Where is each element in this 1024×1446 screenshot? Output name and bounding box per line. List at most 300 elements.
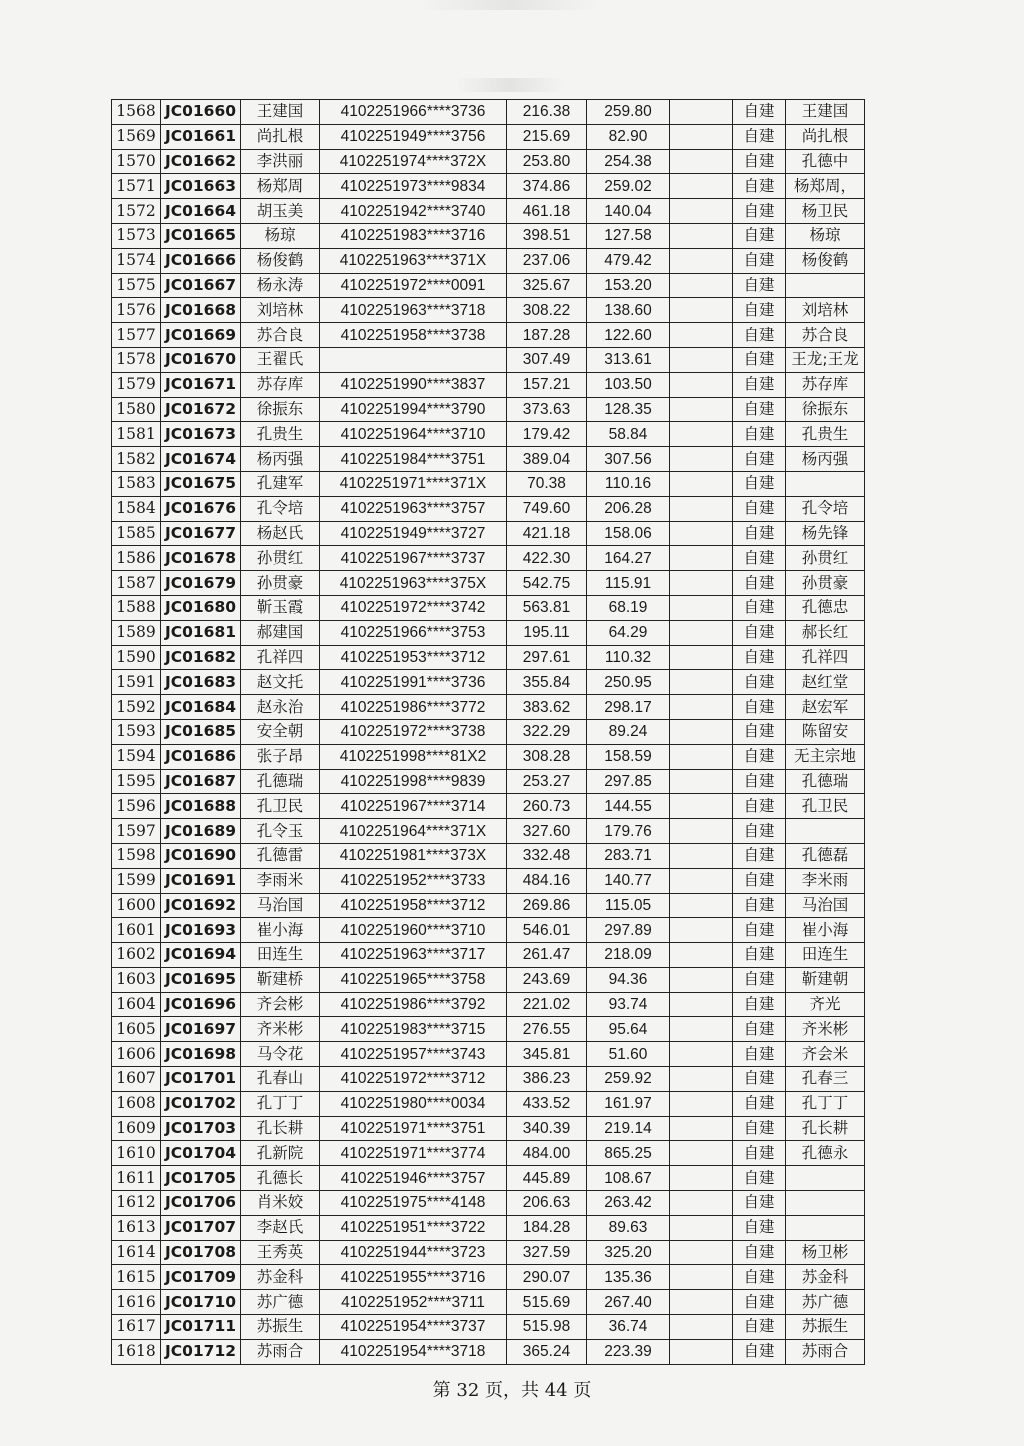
area-2: 110.32	[587, 645, 670, 670]
area-2: 93.74	[587, 992, 670, 1017]
owner-name: 齐会米	[786, 1042, 865, 1067]
id-number: 4102251972****3742	[320, 595, 507, 620]
area-2: 128.35	[587, 397, 670, 422]
table-row	[112, 918, 865, 943]
owner-name: 苏振生	[786, 1315, 865, 1340]
owner-name	[786, 1215, 865, 1240]
area-2: 283.71	[587, 843, 670, 868]
area-1: 422.30	[507, 546, 587, 571]
parcel-code: JC01673	[161, 422, 241, 447]
owner-name: 郝长红	[786, 620, 865, 645]
table-row	[112, 1141, 865, 1166]
table-row	[112, 447, 865, 472]
build-type: 自建	[733, 794, 786, 819]
page-footer: 第 32 页，共 44 页	[432, 1380, 592, 1401]
parcel-code: JC01712	[161, 1339, 241, 1364]
row-number: 1572	[112, 199, 161, 224]
id-number: 4102251971****371X	[320, 471, 507, 496]
build-type: 自建	[733, 149, 786, 174]
area-1: 445.89	[507, 1166, 587, 1191]
blank-cell	[670, 1166, 733, 1191]
holder-name: 赵永治	[241, 695, 320, 720]
build-type: 自建	[733, 719, 786, 744]
area-2: 164.27	[587, 546, 670, 571]
owner-name: 徐振东	[786, 397, 865, 422]
area-2: 138.60	[587, 298, 670, 323]
id-number: 4102251958****3738	[320, 323, 507, 348]
table-row	[112, 298, 865, 323]
row-number: 1615	[112, 1265, 161, 1290]
holder-name: 齐会彬	[241, 992, 320, 1017]
id-number: 4102251963****371X	[320, 248, 507, 273]
parcel-code: JC01701	[161, 1067, 241, 1092]
holder-name: 李雨米	[241, 868, 320, 893]
blank-cell	[670, 1215, 733, 1240]
area-2: 140.77	[587, 868, 670, 893]
area-1: 345.81	[507, 1042, 587, 1067]
parcel-code: JC01680	[161, 595, 241, 620]
parcel-code: JC01688	[161, 794, 241, 819]
table-row	[112, 645, 865, 670]
parcel-code: JC01690	[161, 843, 241, 868]
build-type: 自建	[733, 1265, 786, 1290]
holder-name: 苏振生	[241, 1315, 320, 1340]
id-number: 4102251971****3774	[320, 1141, 507, 1166]
parcel-code: JC01677	[161, 521, 241, 546]
holder-name: 孔贵生	[241, 422, 320, 447]
table-row	[112, 347, 865, 372]
table-row	[112, 397, 865, 422]
table-row	[112, 992, 865, 1017]
area-2: 115.05	[587, 893, 670, 918]
area-1: 216.38	[507, 100, 587, 125]
area-2: 263.42	[587, 1191, 670, 1216]
table-row	[112, 1116, 865, 1141]
row-number: 1612	[112, 1191, 161, 1216]
table-row	[112, 546, 865, 571]
table-row	[112, 868, 865, 893]
holder-name: 赵文托	[241, 670, 320, 695]
blank-cell	[670, 1191, 733, 1216]
blank-cell	[670, 1067, 733, 1092]
table-row	[112, 149, 865, 174]
parcel-code: JC01662	[161, 149, 241, 174]
id-number: 4102251986****3792	[320, 992, 507, 1017]
owner-name: 孔德磊	[786, 843, 865, 868]
build-type: 自建	[733, 1166, 786, 1191]
parcel-code: JC01702	[161, 1091, 241, 1116]
row-number: 1589	[112, 620, 161, 645]
row-number: 1584	[112, 496, 161, 521]
area-1: 307.49	[507, 347, 587, 372]
area-1: 187.28	[507, 323, 587, 348]
area-2: 108.67	[587, 1166, 670, 1191]
row-number: 1601	[112, 918, 161, 943]
row-number: 1618	[112, 1339, 161, 1364]
area-2: 82.90	[587, 124, 670, 149]
holder-name: 孙贯豪	[241, 571, 320, 596]
parcel-code: JC01696	[161, 992, 241, 1017]
id-number: 4102251963****3717	[320, 943, 507, 968]
blank-cell	[670, 819, 733, 844]
table-row	[112, 1017, 865, 1042]
area-1: 386.23	[507, 1067, 587, 1092]
row-number: 1585	[112, 521, 161, 546]
area-1: 290.07	[507, 1265, 587, 1290]
build-type: 自建	[733, 496, 786, 521]
owner-name: 王龙;王龙	[786, 347, 865, 372]
id-number: 4102251971****3751	[320, 1116, 507, 1141]
holder-name: 崔小海	[241, 918, 320, 943]
holder-name: 齐米彬	[241, 1017, 320, 1042]
build-type: 自建	[733, 347, 786, 372]
parcel-code: JC01693	[161, 918, 241, 943]
blank-cell	[670, 447, 733, 472]
build-type: 自建	[733, 1290, 786, 1315]
blank-cell	[670, 149, 733, 174]
area-2: 161.97	[587, 1091, 670, 1116]
parcel-code: JC01705	[161, 1166, 241, 1191]
area-2: 325.20	[587, 1240, 670, 1265]
build-type: 自建	[733, 868, 786, 893]
owner-name: 孔令培	[786, 496, 865, 521]
parcel-code: JC01708	[161, 1240, 241, 1265]
parcel-code: JC01689	[161, 819, 241, 844]
row-number: 1605	[112, 1017, 161, 1042]
id-number: 4102251990****3837	[320, 372, 507, 397]
build-type: 自建	[733, 967, 786, 992]
build-type: 自建	[733, 695, 786, 720]
parcel-code: JC01692	[161, 893, 241, 918]
row-number: 1613	[112, 1215, 161, 1240]
holder-name: 张子昂	[241, 744, 320, 769]
area-2: 259.92	[587, 1067, 670, 1092]
table-row	[112, 199, 865, 224]
area-1: 308.28	[507, 744, 587, 769]
area-1: 157.21	[507, 372, 587, 397]
id-number: 4102251974****372X	[320, 149, 507, 174]
holder-name: 孔建军	[241, 471, 320, 496]
owner-name: 苏合良	[786, 323, 865, 348]
area-1: 276.55	[507, 1017, 587, 1042]
row-number: 1573	[112, 223, 161, 248]
owner-name: 苏存库	[786, 372, 865, 397]
area-2: 89.63	[587, 1215, 670, 1240]
table-row	[112, 1290, 865, 1315]
table-row	[112, 744, 865, 769]
area-1: 398.51	[507, 223, 587, 248]
parcel-code: JC01698	[161, 1042, 241, 1067]
area-1: 253.80	[507, 149, 587, 174]
area-1: 70.38	[507, 471, 587, 496]
build-type: 自建	[733, 1042, 786, 1067]
area-1: 237.06	[507, 248, 587, 273]
area-2: 58.84	[587, 422, 670, 447]
table-row	[112, 571, 865, 596]
blank-cell	[670, 918, 733, 943]
area-1: 221.02	[507, 992, 587, 1017]
parcel-code: JC01711	[161, 1315, 241, 1340]
id-number: 4102251998****9839	[320, 769, 507, 794]
id-number: 4102251955****3716	[320, 1265, 507, 1290]
row-number: 1571	[112, 174, 161, 199]
build-type: 自建	[733, 124, 786, 149]
row-number: 1609	[112, 1116, 161, 1141]
area-1: 260.73	[507, 794, 587, 819]
owner-name: 孔春三	[786, 1067, 865, 1092]
id-number: 4102251954****3718	[320, 1339, 507, 1364]
row-number: 1593	[112, 719, 161, 744]
table-row	[112, 819, 865, 844]
parcel-code: JC01668	[161, 298, 241, 323]
registry-rows	[112, 100, 865, 1365]
area-1: 365.24	[507, 1339, 587, 1364]
holder-name: 李洪丽	[241, 149, 320, 174]
blank-cell	[670, 1240, 733, 1265]
blank-cell	[670, 595, 733, 620]
area-2: 297.85	[587, 769, 670, 794]
id-number: 4102251964****3710	[320, 422, 507, 447]
row-number: 1570	[112, 149, 161, 174]
holder-name: 王翟氏	[241, 347, 320, 372]
row-number: 1596	[112, 794, 161, 819]
row-number: 1583	[112, 471, 161, 496]
build-type: 自建	[733, 273, 786, 298]
row-number: 1600	[112, 893, 161, 918]
parcel-code: JC01683	[161, 670, 241, 695]
build-type: 自建	[733, 471, 786, 496]
build-type: 自建	[733, 1339, 786, 1364]
blank-cell	[670, 1017, 733, 1042]
id-number: 4102251966****3753	[320, 620, 507, 645]
area-2: 153.20	[587, 273, 670, 298]
parcel-code: JC01667	[161, 273, 241, 298]
table-row	[112, 1215, 865, 1240]
build-type: 自建	[733, 893, 786, 918]
owner-name: 孔丁丁	[786, 1091, 865, 1116]
owner-name: 尚扎根	[786, 124, 865, 149]
area-1: 253.27	[507, 769, 587, 794]
area-2: 307.56	[587, 447, 670, 472]
table-row	[112, 124, 865, 149]
blank-cell	[670, 323, 733, 348]
build-type: 自建	[733, 943, 786, 968]
blank-cell	[670, 199, 733, 224]
owner-name: 无主宗地	[786, 744, 865, 769]
table-row	[112, 719, 865, 744]
scan-smudge	[455, 78, 565, 92]
blank-cell	[670, 124, 733, 149]
holder-name: 肖米姣	[241, 1191, 320, 1216]
area-1: 433.52	[507, 1091, 587, 1116]
id-number: 4102251953****3712	[320, 645, 507, 670]
blank-cell	[670, 1339, 733, 1364]
build-type: 自建	[733, 992, 786, 1017]
build-type: 自建	[733, 645, 786, 670]
owner-name	[786, 273, 865, 298]
holder-name: 靳建桥	[241, 967, 320, 992]
id-number: 4102251946****3757	[320, 1166, 507, 1191]
row-number: 1603	[112, 967, 161, 992]
area-2: 254.38	[587, 149, 670, 174]
area-2: 158.59	[587, 744, 670, 769]
id-number: 4102251983****3715	[320, 1017, 507, 1042]
blank-cell	[670, 893, 733, 918]
blank-cell	[670, 422, 733, 447]
row-number: 1586	[112, 546, 161, 571]
holder-name: 杨赵氏	[241, 521, 320, 546]
table-row	[112, 323, 865, 348]
holder-name: 杨琼	[241, 223, 320, 248]
area-1: 461.18	[507, 199, 587, 224]
holder-name: 安全朝	[241, 719, 320, 744]
area-2: 36.74	[587, 1315, 670, 1340]
row-number: 1568	[112, 100, 161, 125]
parcel-code: JC01669	[161, 323, 241, 348]
blank-cell	[670, 298, 733, 323]
owner-name: 苏广德	[786, 1290, 865, 1315]
table-row	[112, 1339, 865, 1364]
holder-name: 孔卫民	[241, 794, 320, 819]
build-type: 自建	[733, 670, 786, 695]
owner-name: 杨琼	[786, 223, 865, 248]
row-number: 1580	[112, 397, 161, 422]
table-row	[112, 248, 865, 273]
blank-cell	[670, 546, 733, 571]
build-type: 自建	[733, 546, 786, 571]
id-number: 4102251984****3751	[320, 447, 507, 472]
id-number: 4102251973****9834	[320, 174, 507, 199]
area-2: 103.50	[587, 372, 670, 397]
id-number: 4102251942****3740	[320, 199, 507, 224]
build-type: 自建	[733, 298, 786, 323]
table-row	[112, 1265, 865, 1290]
row-number: 1581	[112, 422, 161, 447]
parcel-code: JC01679	[161, 571, 241, 596]
area-2: 89.24	[587, 719, 670, 744]
row-number: 1588	[112, 595, 161, 620]
id-number: 4102251972****3738	[320, 719, 507, 744]
owner-name: 孔卫民	[786, 794, 865, 819]
id-number: 4102251949****3727	[320, 521, 507, 546]
build-type: 自建	[733, 100, 786, 125]
row-number: 1607	[112, 1067, 161, 1092]
area-1: 269.86	[507, 893, 587, 918]
row-number: 1606	[112, 1042, 161, 1067]
build-type: 自建	[733, 174, 786, 199]
holder-name: 苏存库	[241, 372, 320, 397]
area-1: 261.47	[507, 943, 587, 968]
holder-name: 马令花	[241, 1042, 320, 1067]
table-row	[112, 794, 865, 819]
build-type: 自建	[733, 918, 786, 943]
area-1: 373.63	[507, 397, 587, 422]
area-2: 94.36	[587, 967, 670, 992]
table-row	[112, 422, 865, 447]
area-2: 223.39	[587, 1339, 670, 1364]
owner-name	[786, 471, 865, 496]
area-1: 515.69	[507, 1290, 587, 1315]
blank-cell	[670, 521, 733, 546]
owner-name: 田连生	[786, 943, 865, 968]
build-type: 自建	[733, 620, 786, 645]
area-1: 322.29	[507, 719, 587, 744]
area-2: 110.16	[587, 471, 670, 496]
id-number: 4102251952****3733	[320, 868, 507, 893]
table-row	[112, 843, 865, 868]
owner-name: 赵宏军	[786, 695, 865, 720]
id-number: 4102251980****0034	[320, 1091, 507, 1116]
owner-name: 孔德永	[786, 1141, 865, 1166]
id-number: 4102251944****3723	[320, 1240, 507, 1265]
area-1: 327.60	[507, 819, 587, 844]
blank-cell	[670, 1116, 733, 1141]
build-type: 自建	[733, 1315, 786, 1340]
blank-cell	[670, 1091, 733, 1116]
id-number: 4102251981****373X	[320, 843, 507, 868]
holder-name: 李赵氏	[241, 1215, 320, 1240]
area-2: 127.58	[587, 223, 670, 248]
build-type: 自建	[733, 248, 786, 273]
owner-name: 杨卫彬	[786, 1240, 865, 1265]
holder-name: 王秀英	[241, 1240, 320, 1265]
blank-cell	[670, 174, 733, 199]
row-number: 1594	[112, 744, 161, 769]
id-number: 4102251991****3736	[320, 670, 507, 695]
area-2: 64.29	[587, 620, 670, 645]
id-number: 4102251951****3722	[320, 1215, 507, 1240]
table-row	[112, 1091, 865, 1116]
holder-name: 杨丙强	[241, 447, 320, 472]
owner-name: 齐米彬	[786, 1017, 865, 1042]
parcel-code: JC01703	[161, 1116, 241, 1141]
table-row	[112, 372, 865, 397]
parcel-code: JC01674	[161, 447, 241, 472]
holder-name: 胡玉美	[241, 199, 320, 224]
table-row	[112, 1166, 865, 1191]
blank-cell	[670, 769, 733, 794]
blank-cell	[670, 744, 733, 769]
area-1: 484.16	[507, 868, 587, 893]
area-1: 325.67	[507, 273, 587, 298]
build-type: 自建	[733, 521, 786, 546]
holder-name: 杨郑周	[241, 174, 320, 199]
blank-cell	[670, 397, 733, 422]
blank-cell	[670, 967, 733, 992]
id-number: 4102251963****3757	[320, 496, 507, 521]
build-type: 自建	[733, 1017, 786, 1042]
row-number: 1575	[112, 273, 161, 298]
area-2: 95.64	[587, 1017, 670, 1042]
owner-name: 杨先锋	[786, 521, 865, 546]
table-row	[112, 1240, 865, 1265]
owner-name: 齐光	[786, 992, 865, 1017]
row-number: 1576	[112, 298, 161, 323]
build-type: 自建	[733, 843, 786, 868]
row-number: 1579	[112, 372, 161, 397]
build-type: 自建	[733, 1116, 786, 1141]
holder-name: 杨俊鹤	[241, 248, 320, 273]
row-number: 1578	[112, 347, 161, 372]
row-number: 1587	[112, 571, 161, 596]
area-1: 374.86	[507, 174, 587, 199]
table-row	[112, 695, 865, 720]
area-2: 206.28	[587, 496, 670, 521]
area-2: 122.60	[587, 323, 670, 348]
owner-name: 孔长耕	[786, 1116, 865, 1141]
row-number: 1590	[112, 645, 161, 670]
area-2: 865.25	[587, 1141, 670, 1166]
